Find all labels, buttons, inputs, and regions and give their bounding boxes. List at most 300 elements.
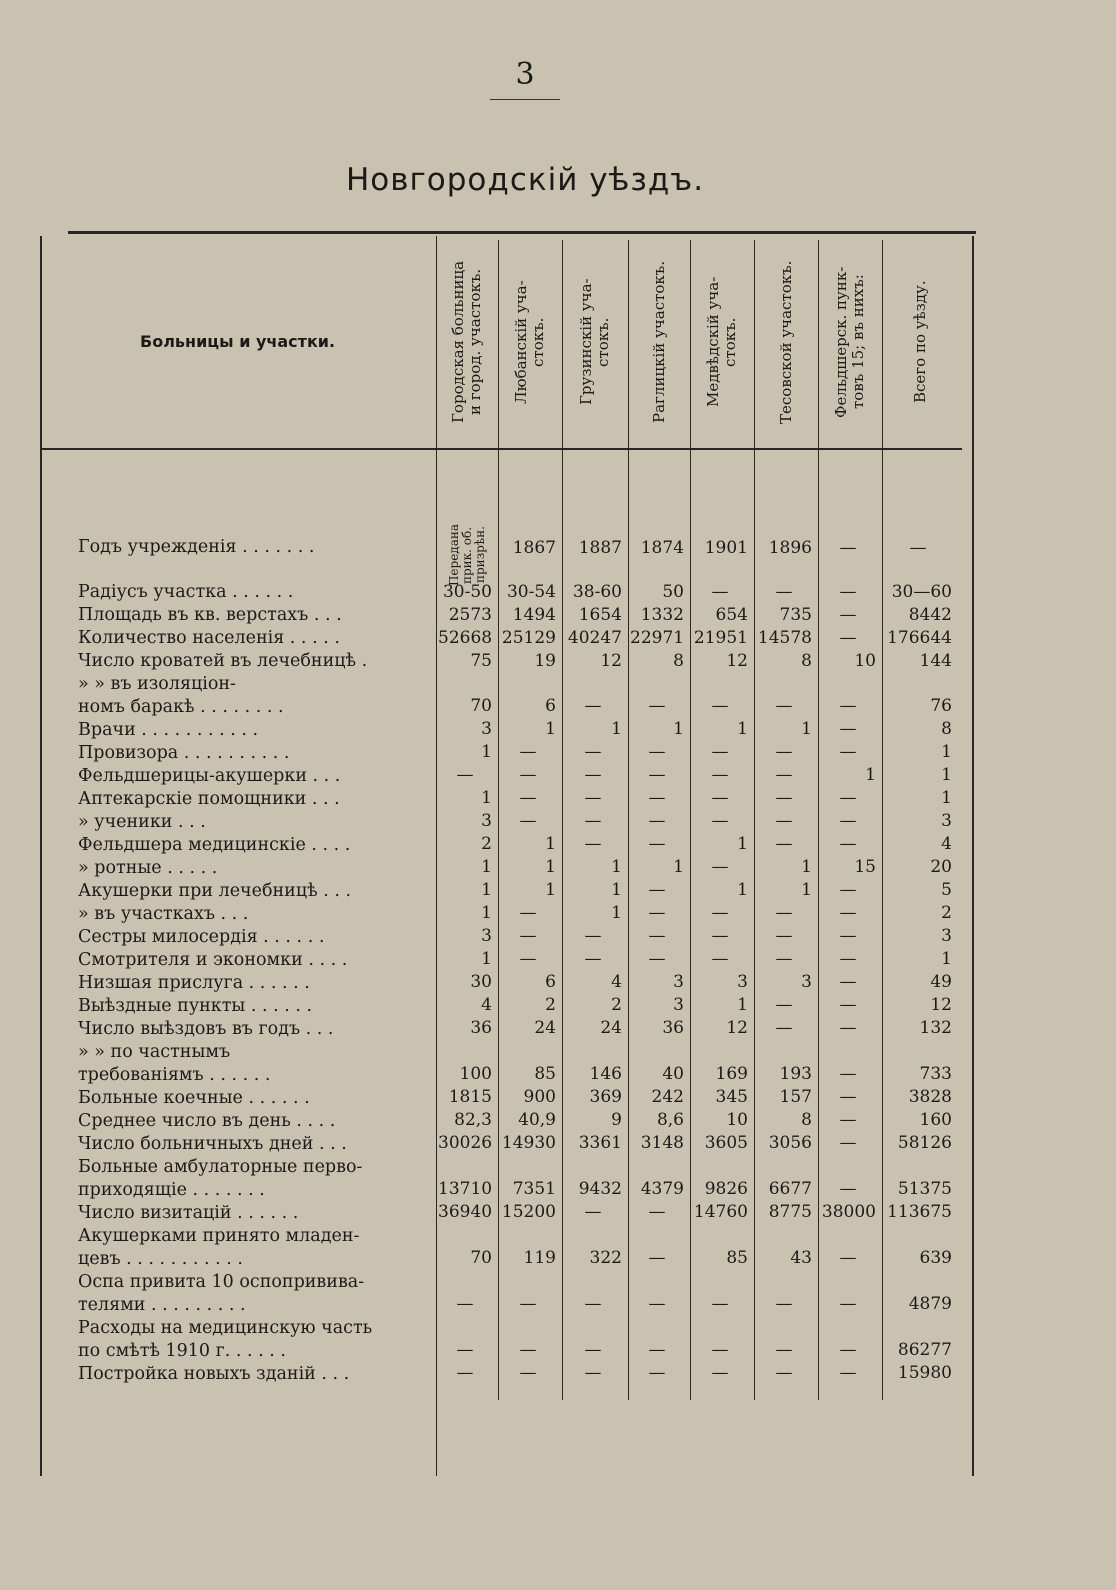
- table-cell: 345: [715, 1087, 748, 1107]
- table-cell: 8: [673, 651, 684, 671]
- table-cell: 30026: [438, 1133, 493, 1153]
- table-cell: 43: [790, 1248, 812, 1268]
- table-cell: —: [519, 903, 537, 923]
- table-cell: 8: [941, 719, 952, 739]
- table-cell: —: [839, 949, 857, 969]
- table-cell: —: [456, 1363, 474, 1383]
- table-cell: —: [711, 857, 729, 877]
- table-cell: 70: [470, 696, 492, 716]
- table-rule-header: [40, 448, 962, 450]
- row-label: телями . . . . . . . . .: [78, 1295, 246, 1315]
- table-cell: —: [711, 1294, 729, 1314]
- column-header-text: Любанскій уча- стокъ.: [512, 280, 547, 404]
- table-cell: —: [648, 834, 666, 854]
- row-label: Смотрителя и экономки . . . .: [78, 950, 348, 970]
- table-cell: —: [775, 1340, 793, 1360]
- column-header: [436, 240, 498, 444]
- table-cell: 76: [930, 696, 952, 716]
- table-cell: —: [584, 926, 602, 946]
- table-cell: —: [839, 972, 857, 992]
- row-label: Акушерками принято младен-: [78, 1226, 360, 1246]
- table-cell: 70: [470, 1248, 492, 1268]
- table-cell: 8: [801, 1110, 812, 1130]
- column-header: [690, 240, 754, 444]
- row-label: Провизора . . . . . . . . . .: [78, 743, 290, 763]
- table-cell: —: [584, 949, 602, 969]
- table-cell: 1: [481, 949, 492, 969]
- table-cell: —: [775, 1018, 793, 1038]
- table-cell: 24: [600, 1018, 622, 1038]
- table-cell: 157: [779, 1087, 812, 1107]
- table-cell: 21951: [693, 628, 748, 648]
- table-cell: 3148: [640, 1133, 684, 1153]
- row-label: цевъ . . . . . . . . . . .: [78, 1249, 243, 1269]
- table-cell: —: [519, 1294, 537, 1314]
- table-cell: 2573: [448, 605, 492, 625]
- table-cell: 1: [545, 880, 556, 900]
- table-cell: 40,9: [518, 1110, 556, 1130]
- table-cell: —: [584, 788, 602, 808]
- table-cell: —: [711, 696, 729, 716]
- table-cell: 86277: [897, 1340, 952, 1360]
- table-cell: —: [839, 1248, 857, 1268]
- table-cell: 132: [919, 1018, 952, 1038]
- table-cell: 1901: [704, 538, 748, 558]
- table-cell: 38-60: [572, 582, 622, 602]
- table-cell: 30-50: [442, 582, 492, 602]
- table-cell: —: [839, 1179, 857, 1199]
- row-label: Расходы на медицинскую часть: [78, 1318, 373, 1338]
- table-cell: 639: [919, 1248, 952, 1268]
- table-cell: 12: [726, 1018, 748, 1038]
- table-cell: —: [648, 926, 666, 946]
- table-cell: —: [839, 742, 857, 762]
- table-cell: 900: [523, 1087, 556, 1107]
- table-cell: —: [584, 1340, 602, 1360]
- table-cell: —: [584, 811, 602, 831]
- table-cell: —: [711, 811, 729, 831]
- year-note: [440, 520, 494, 590]
- row-label: Число больничныхъ дней . . .: [78, 1134, 347, 1154]
- table-cell: 9: [611, 1110, 622, 1130]
- table-cell: 1: [481, 788, 492, 808]
- table-cell: 369: [589, 1087, 622, 1107]
- table-cell: 6: [545, 696, 556, 716]
- table-cell: —: [648, 742, 666, 762]
- table-cell: 10: [854, 651, 876, 671]
- table-cell: —: [711, 765, 729, 785]
- table-cell: 36940: [438, 1202, 493, 1222]
- row-label: номъ баракѣ . . . . . . . .: [78, 697, 284, 717]
- table-cell: —: [839, 834, 857, 854]
- table-cell: —: [519, 949, 537, 969]
- table-cell: 40247: [567, 628, 622, 648]
- table-cell: —: [711, 1340, 729, 1360]
- table-cell: 52668: [438, 628, 493, 648]
- table-cell: 15: [854, 857, 876, 877]
- table-cell: 2: [545, 995, 556, 1015]
- column-header-text: Фельдшерск. пунк- товъ 15; въ нихъ:: [832, 266, 867, 418]
- row-label: по смѣтѣ 1910 г. . . . . .: [78, 1341, 286, 1361]
- table-cell: —: [839, 1087, 857, 1107]
- table-cell: 8,6: [656, 1110, 684, 1130]
- column-header-text: Грузинскій уча- стокъ.: [577, 278, 612, 406]
- table-cell: 8442: [908, 605, 952, 625]
- table-cell: 1: [801, 880, 812, 900]
- table-cell: 2: [611, 995, 622, 1015]
- table-cell: 242: [651, 1087, 684, 1107]
- table-cell: 1: [673, 857, 684, 877]
- table-cell: —: [839, 1294, 857, 1314]
- table-cell: —: [839, 1363, 857, 1383]
- table-cell: 1: [545, 719, 556, 739]
- row-label: приходящіе . . . . . . .: [78, 1180, 265, 1200]
- table-cell: —: [648, 1340, 666, 1360]
- table-cell: 169: [715, 1064, 748, 1084]
- table-cell: 1: [737, 719, 748, 739]
- table-cell: —: [711, 903, 729, 923]
- row-label: Оспа привита 10 оспопривива-: [78, 1272, 365, 1292]
- row-label: Больные амбулаторные перво-: [78, 1157, 363, 1177]
- table-cell: 1332: [640, 605, 684, 625]
- table-cell: —: [584, 765, 602, 785]
- table-frame-right: [972, 236, 974, 1476]
- column-header-text: Раглицкій участокъ.: [649, 260, 668, 424]
- table-cell: —: [519, 811, 537, 831]
- table-cell: 14930: [501, 1133, 556, 1153]
- table-cell: —: [775, 811, 793, 831]
- table-cell: —: [711, 926, 729, 946]
- table-cell: 3: [481, 926, 492, 946]
- table-cell: 85: [534, 1064, 556, 1084]
- table-cell: 50: [662, 582, 684, 602]
- table-cell: —: [711, 742, 729, 762]
- table-cell: —: [456, 765, 474, 785]
- table-cell: —: [648, 1202, 666, 1222]
- table-cell: —: [584, 1202, 602, 1222]
- table-cell: 3: [673, 995, 684, 1015]
- table-cell: —: [839, 1340, 857, 1360]
- table-cell: 5: [941, 880, 952, 900]
- row-label: Фельдшера медицинскіе . . . .: [78, 835, 351, 855]
- table-cell: 20: [930, 857, 952, 877]
- table-cell: 1: [941, 788, 952, 808]
- table-cell: 3828: [908, 1087, 952, 1107]
- table-cell: 30—60: [891, 582, 952, 602]
- table-cell: 1: [941, 949, 952, 969]
- table-cell: —: [839, 903, 857, 923]
- table-cell: 3: [941, 926, 952, 946]
- table-cell: 1896: [768, 538, 812, 558]
- row-label: Выѣздные пункты . . . . . .: [78, 996, 313, 1016]
- table-cell: —: [584, 696, 602, 716]
- table-cell: 25129: [501, 628, 556, 648]
- table-cell: 30-54: [506, 582, 556, 602]
- row-label: Аптекарскіе помощники . . .: [78, 789, 340, 809]
- table-cell: —: [648, 903, 666, 923]
- table-cell: —: [839, 696, 857, 716]
- table-cell: 9432: [578, 1179, 622, 1199]
- table-cell: —: [839, 1133, 857, 1153]
- table-cell: —: [775, 1294, 793, 1314]
- table-cell: 1: [737, 834, 748, 854]
- row-label: Постройка новыхъ зданій . . .: [78, 1364, 350, 1384]
- table-cell: 113675: [887, 1202, 952, 1222]
- table-cell: —: [775, 903, 793, 923]
- table-cell: —: [839, 788, 857, 808]
- table-cell: 1: [673, 719, 684, 739]
- table-cell: 193: [779, 1064, 812, 1084]
- table-cell: 75: [470, 651, 492, 671]
- table-cell: 4: [611, 972, 622, 992]
- page-number-rule: [490, 99, 560, 100]
- table-cell: 22971: [630, 628, 685, 648]
- table-cell: 6: [545, 972, 556, 992]
- table-cell: —: [775, 742, 793, 762]
- table-cell: 24: [534, 1018, 556, 1038]
- table-cell: —: [519, 765, 537, 785]
- row-label: Число кроватей въ лечебницѣ .: [78, 651, 368, 671]
- table-cell: 1: [481, 880, 492, 900]
- table-cell: 3056: [768, 1133, 812, 1153]
- table-cell: —: [839, 628, 857, 648]
- table-cell: 1: [545, 834, 556, 854]
- table-cell: 13710: [438, 1179, 493, 1199]
- table-cell: —: [711, 788, 729, 808]
- table-cell: 38000: [821, 1202, 876, 1222]
- table-cell: 2: [941, 903, 952, 923]
- table-cell: 3: [481, 811, 492, 831]
- table-frame-left: [40, 236, 42, 1476]
- table-cell: —: [839, 1064, 857, 1084]
- table-cell: 3: [737, 972, 748, 992]
- table-cell: 15980: [897, 1363, 952, 1383]
- table-cell: 4879: [908, 1294, 952, 1314]
- table-cell: —: [519, 742, 537, 762]
- table-cell: 4: [481, 995, 492, 1015]
- table-cell: 3: [673, 972, 684, 992]
- table-cell: —: [839, 1110, 857, 1130]
- table-cell: 1: [481, 903, 492, 923]
- row-label: Сестры милосердія . . . . . .: [78, 927, 325, 947]
- row-label: » » въ изоляціон-: [78, 674, 236, 694]
- table-cell: —: [456, 1294, 474, 1314]
- table-cell: 36: [662, 1018, 684, 1038]
- table-cell: 322: [589, 1248, 622, 1268]
- table-cell: 1: [481, 857, 492, 877]
- table-cell: 1: [611, 857, 622, 877]
- table-cell: 3361: [578, 1133, 622, 1153]
- table-cell: —: [584, 742, 602, 762]
- table-cell: —: [839, 538, 857, 558]
- table-cell: —: [775, 765, 793, 785]
- table-cell: 160: [919, 1110, 952, 1130]
- table-cell: —: [775, 1363, 793, 1383]
- table-cell: —: [839, 880, 857, 900]
- table-cell: 144: [919, 651, 952, 671]
- table-rule-top: [68, 231, 976, 234]
- table-cell: 2: [481, 834, 492, 854]
- table-cell: —: [839, 811, 857, 831]
- page-number: 3: [515, 57, 535, 92]
- row-label: » ротные . . . . .: [78, 858, 218, 878]
- table-cell: 1: [941, 765, 952, 785]
- row-label: » » по частнымъ: [78, 1042, 231, 1062]
- table-cell: —: [909, 538, 927, 558]
- table-cell: —: [839, 582, 857, 602]
- table-cell: 58126: [897, 1133, 952, 1153]
- table-cell: 119: [523, 1248, 556, 1268]
- table-cell: 1815: [448, 1087, 492, 1107]
- table-cell: 1: [611, 903, 622, 923]
- column-header-text: Всего по уѣзду.: [910, 280, 929, 404]
- table-cell: —: [456, 1340, 474, 1360]
- table-cell: —: [775, 696, 793, 716]
- row-label: Фельдшерицы-акушерки . . .: [78, 766, 341, 786]
- table-cell: —: [584, 1294, 602, 1314]
- table-cell: 1: [611, 719, 622, 739]
- row-label: Число выѣздовъ въ годъ . . .: [78, 1019, 334, 1039]
- table-cell: 146: [589, 1064, 622, 1084]
- table-cell: —: [519, 926, 537, 946]
- table-cell: 733: [919, 1064, 952, 1084]
- table-cell: 10: [726, 1110, 748, 1130]
- table-cell: 1: [611, 880, 622, 900]
- table-cell: 1867: [512, 538, 556, 558]
- column-header-text: Городская больница и город. участокъ.: [449, 260, 484, 424]
- table-cell: 82,3: [454, 1110, 492, 1130]
- table-cell: 36: [470, 1018, 492, 1038]
- table-cell: 654: [715, 605, 748, 625]
- table-cell: —: [775, 926, 793, 946]
- table-cell: 1887: [578, 538, 622, 558]
- table-cell: —: [775, 582, 793, 602]
- table-cell: 6677: [768, 1179, 812, 1199]
- table-cell: 51375: [897, 1179, 952, 1199]
- row-label: Годъ учрежденія . . . . . . .: [78, 537, 315, 557]
- table-cell: —: [519, 1363, 537, 1383]
- row-label: требованіямъ . . . . . .: [78, 1065, 271, 1085]
- table-cell: —: [584, 834, 602, 854]
- table-cell: 30: [470, 972, 492, 992]
- table-cell: —: [648, 696, 666, 716]
- row-label: Число визитацій . . . . . .: [78, 1203, 299, 1223]
- table-cell: —: [519, 1340, 537, 1360]
- table-cell: —: [648, 949, 666, 969]
- table-cell: 1: [865, 765, 876, 785]
- table-cell: —: [648, 811, 666, 831]
- table-cell: 14578: [757, 628, 812, 648]
- table-cell: 1654: [578, 605, 622, 625]
- table-cell: —: [775, 834, 793, 854]
- table-cell: —: [839, 995, 857, 1015]
- column-header-text: Тесовской участокъ.: [776, 260, 795, 424]
- table-cell: 1: [801, 719, 812, 739]
- table-cell: 176644: [887, 628, 952, 648]
- table-cell: 3605: [704, 1133, 748, 1153]
- table-cell: —: [648, 765, 666, 785]
- table-cell: 1: [737, 995, 748, 1015]
- table-cell: 7351: [512, 1179, 556, 1199]
- row-label: Радіусъ участка . . . . . .: [78, 582, 294, 602]
- table-cell: —: [648, 1294, 666, 1314]
- column-header: [628, 240, 690, 444]
- table-cell: 12: [930, 995, 952, 1015]
- table-cell: 19: [534, 651, 556, 671]
- table-cell: 85: [726, 1248, 748, 1268]
- table-cell: —: [839, 719, 857, 739]
- table-cell: 14760: [693, 1202, 748, 1222]
- table-cell: 1: [545, 857, 556, 877]
- table-cell: —: [648, 1248, 666, 1268]
- table-cell: 100: [459, 1064, 492, 1084]
- table-cell: 3: [941, 811, 952, 831]
- column-header: [562, 240, 628, 444]
- column-header: [498, 240, 562, 444]
- table-cell: —: [839, 926, 857, 946]
- table-cell: 1494: [512, 605, 556, 625]
- table-cell: —: [648, 880, 666, 900]
- table-cell: 12: [600, 651, 622, 671]
- table-cell: —: [839, 1018, 857, 1038]
- table-cell: 4379: [640, 1179, 684, 1199]
- table-cell: 40: [662, 1064, 684, 1084]
- table-cell: 15200: [501, 1202, 556, 1222]
- table-cell: 8775: [768, 1202, 812, 1222]
- column-header: [882, 240, 958, 444]
- table-cell: 49: [930, 972, 952, 992]
- table-cell: 1: [941, 742, 952, 762]
- row-label: Больные коечные . . . . . .: [78, 1088, 310, 1108]
- column-header: [818, 240, 882, 444]
- table-cell: 3: [481, 719, 492, 739]
- row-label: Акушерки при лечебницѣ . . .: [78, 881, 352, 901]
- row-label: Низшая прислуга . . . . . .: [78, 973, 310, 993]
- table-cell: 1: [737, 880, 748, 900]
- table-cell: —: [648, 1363, 666, 1383]
- table-cell: —: [711, 582, 729, 602]
- page-title: Новгородскій уѣздъ.: [345, 162, 705, 198]
- table-cell: 1: [801, 857, 812, 877]
- row-label: » ученики . . .: [78, 812, 206, 832]
- row-label: » въ участкахъ . . .: [78, 904, 249, 924]
- table-cell: —: [711, 949, 729, 969]
- row-label: Количество населенія . . . . .: [78, 628, 340, 648]
- column-header: [754, 240, 818, 444]
- table-cell: —: [648, 788, 666, 808]
- year-note-text: Передана прик. об. призрѣн.: [446, 523, 487, 587]
- table-cell: —: [584, 1363, 602, 1383]
- table-cell: 9826: [704, 1179, 748, 1199]
- table-cell: 1: [481, 742, 492, 762]
- table-cell: —: [775, 788, 793, 808]
- table-cell: 3: [801, 972, 812, 992]
- table-cell: —: [775, 995, 793, 1015]
- table-cell: —: [711, 1363, 729, 1383]
- table-cell: 8: [801, 651, 812, 671]
- table-cell: 4: [941, 834, 952, 854]
- row-header: Больницы и участки.: [140, 332, 336, 351]
- column-header-text: Медвѣдскій уча- стокъ.: [704, 276, 739, 408]
- table-cell: 12: [726, 651, 748, 671]
- table-cell: —: [839, 605, 857, 625]
- table-cell: —: [519, 788, 537, 808]
- row-label: Площадь въ кв. верстахъ . . .: [78, 605, 342, 625]
- row-label: Врачи . . . . . . . . . . .: [78, 720, 259, 740]
- table-cell: 1874: [640, 538, 684, 558]
- table-cell: —: [775, 949, 793, 969]
- row-label: Среднее число въ день . . . .: [78, 1111, 336, 1131]
